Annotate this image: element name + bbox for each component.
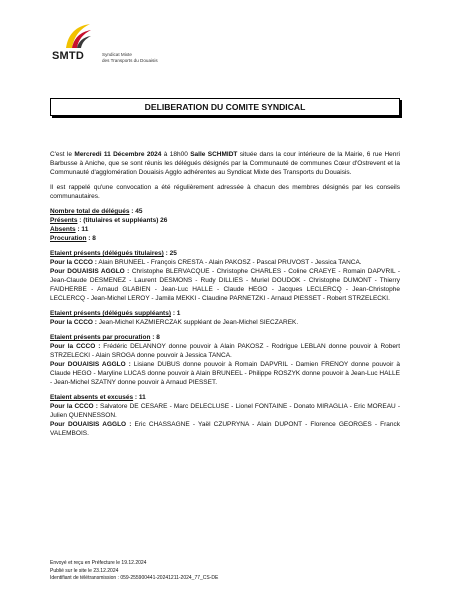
present-substitute-ccco-text: Jean-Michel KAZMIERCZAK suppléant de Jean-Michel SIECZAREK. — [96, 319, 299, 326]
proxy-ccco-label: Pour la CCCO : — [50, 343, 101, 350]
logo-acronym: SMTD — [52, 50, 84, 62]
absent-count: : 11 — [133, 394, 146, 401]
proxy-heading-label: Etaient présents par procuration — [50, 334, 151, 341]
proxy-da-text: Lisiane DUBUS donne pouvoir à Romain DAPVRIL - Damien FRENOY donne pouvoir à Claude HEGO - Maryline LUCAS donne pouvoir à Alain BRUNEEL - Philippe ROSZYK donne pouvoir à Jean-Luc HALLE - Jean-Michel SZATNY donne pouvoir à Arnaud PIESSET. — [50, 361, 400, 386]
count-present-label: Présents — [50, 217, 78, 224]
count-absent — [50, 225, 400, 234]
proxy-ccco-text: Frédéric DELANNOY donne pouvoir à Alain PAKOSZ - Rodrigue LEBLAN donne pouvoir à Robert STRZELECKI - Alain SROGA donne pouvoir à Jessica TANCA. — [50, 343, 400, 359]
present-titular-ccco-text: Alain BRUNEEL - François CRESTA - Alain PAKOSZ - Pascal PRUVOST - Jessica TANCA. — [96, 259, 362, 266]
logo-subtitle-line-2: des Transports du Douaisis — [102, 58, 158, 63]
footer-published: Publié sur le site le 23.12.2024 — [50, 567, 119, 574]
count-total-label: Nombre total de délégués — [50, 208, 130, 215]
present-substitute-ccco-label: Pour la CCCO : — [50, 319, 97, 326]
present-substitute-count: : 1 — [171, 310, 181, 317]
count-present — [50, 216, 400, 225]
present-titular-ccco-label: Pour la CCCO : — [50, 259, 97, 266]
present-titular-count: : 25 — [163, 250, 177, 257]
proxy-heading — [50, 333, 400, 342]
present-titular-heading-label: Etaient présents (délégués titulaires) — [50, 250, 164, 257]
present-titular-heading — [50, 249, 400, 258]
present-titular-da-text: Christophe BLERVACQUE - Christophe CHARLES - Coline CRAEYE - Romain DAPVRIL - Jean-Claude DESMENEZ - Laurent DESMONS - Rudy DILLIES - Muriel DOUDOK - Christophe DUMONT - Thierry FAIDHERBE - Arnaud GLABIEN - Jean-Luc HALLE - Claude HEGO - Jacques LECLERCQ - Jean-Christophe LECLERCQ - Jean-Michel LEROY - Jamila MEKKI - Claudine PARNETZKI - Arnaud PIESSET - Robert STRZELECKI. — [50, 268, 400, 302]
proxy-da-label: Pour DOUAISIS AGGLO : — [50, 361, 131, 368]
logo-subtitle-line-1: Syndicat Mixte — [102, 52, 132, 57]
count-total — [50, 207, 400, 216]
count-absent-value: : 11 — [75, 226, 89, 233]
intro-mid: à 18h00 — [161, 151, 191, 158]
proxy-count: : 8 — [150, 334, 160, 341]
present-titular-da-label: Pour DOUAISIS AGGLO : — [50, 268, 130, 275]
count-total-value: : 45 — [129, 208, 143, 215]
absent-ccco — [50, 402, 400, 420]
intro-paragraph — [50, 150, 400, 177]
document-title: DELIBERATION DU COMITE SYNDICAL — [50, 98, 400, 116]
convocation-reminder: Il est rappelé qu'une convocation a été régulièrement adressée à chacun des membres désignés par les conseils communautaires. — [50, 184, 400, 200]
footer-identifier: Identifiant de télétransmission : 059-255900441-20241211-2024_77_CS-DE — [50, 575, 219, 581]
present-titular-da — [50, 267, 400, 303]
document-body — [50, 150, 400, 438]
present-substitute-ccco — [50, 318, 400, 327]
intro-pre: C'est le — [50, 151, 75, 158]
present-titular-ccco — [50, 258, 400, 267]
logo-subtitle — [102, 52, 158, 64]
transmission-footer — [50, 560, 218, 583]
intro-rest: située dans la cour intérieure de la Mairie, 6 rue Henri Barbusse à Aniche, que se sont réunis les délégués désignés par la Communauté de communes Cœur d'Ostrevent et la Communauté d'agglomération Douaisis Agglo adhérentes au Syndicat Mixte des Transports du Douaisis. — [50, 151, 401, 176]
absent-da — [50, 420, 400, 438]
smtd-logo — [50, 22, 170, 78]
proxy-ccco — [50, 342, 400, 360]
absent-ccco-label: Pour la CCCO : — [50, 403, 98, 410]
absent-da-label: Pour DOUAISIS AGGLO : — [50, 421, 132, 428]
proxy-da — [50, 360, 400, 387]
absent-heading — [50, 393, 400, 402]
present-substitute-heading — [50, 309, 400, 318]
meeting-date: Mercredi 11 Décembre 2024 — [74, 151, 162, 158]
count-proxy-value: : 8 — [86, 235, 96, 242]
meeting-room: Salle SCHMIDT — [190, 151, 238, 158]
footer-prefecture: Envoyé et reçu en Préfecture le 19.12.2024 — [50, 560, 147, 566]
count-proxy — [50, 234, 400, 243]
absent-da-text: Eric CHASSAGNE - Yaël CZUPRYNA - Alain DUPONT - Florence GEORGES - Franck VALEMBOIS. — [50, 421, 400, 437]
present-substitute-heading-label: Etaient présents (délégués suppléants) — [50, 310, 172, 317]
count-present-value: : (titulaires et suppléants) 26 — [77, 217, 168, 224]
absent-heading-label: Etaient absents et excusés — [50, 394, 134, 401]
count-proxy-label: Procuration — [50, 235, 87, 242]
smtd-logo-mark-icon — [62, 22, 92, 50]
count-absent-label: Absents — [50, 226, 76, 233]
absent-ccco-text: Salvatore DE CESARE - Marc DELECLUSE - Lionel FONTAINE - Donato MIRAGLIA - Eric MOREAU - Julien QUENNESSON. — [50, 403, 401, 419]
